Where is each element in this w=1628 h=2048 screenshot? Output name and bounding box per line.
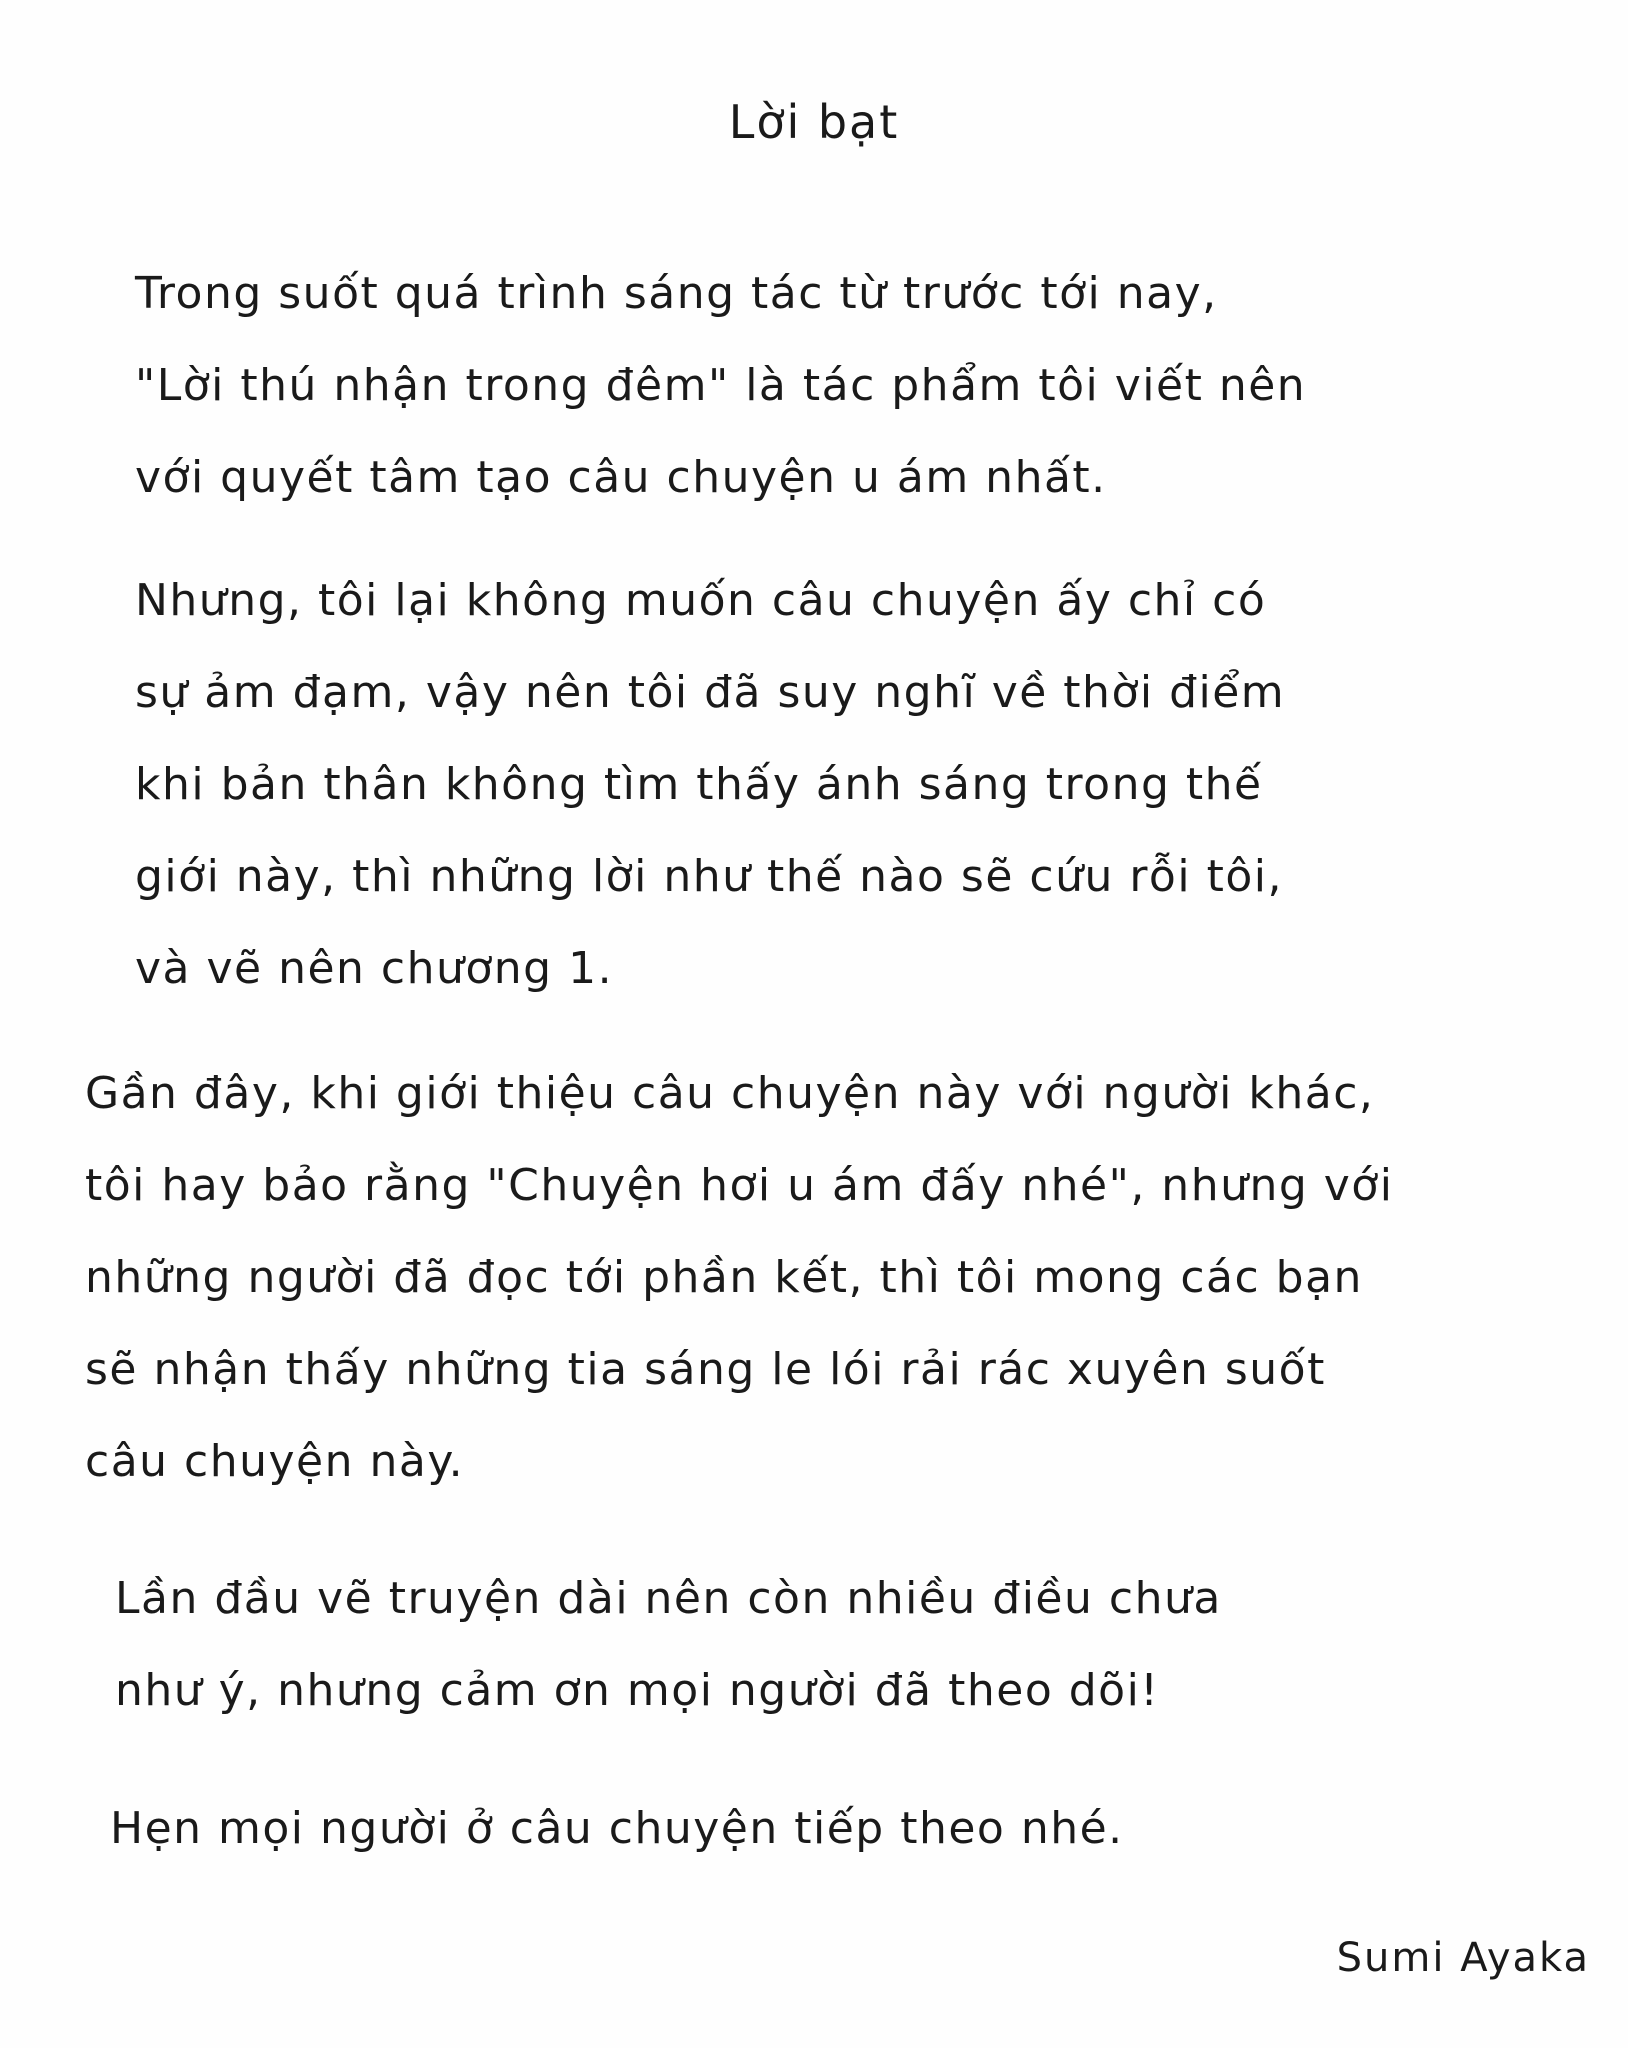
paragraph-line: Trong suốt quá trình sáng tác từ trước tới nay, xyxy=(135,268,1218,319)
author-signature: Sumi Ayaka xyxy=(1336,1935,1590,1981)
paragraph-line: sẽ nhận thấy những tia sáng le lói rải rác xuyên suốt xyxy=(85,1344,1326,1395)
paragraph-2 xyxy=(135,555,1285,1015)
paragraph-line: khi bản thân không tìm thấy ánh sáng trong thế xyxy=(135,759,1263,810)
paragraph-line: "Lời thú nhận trong đêm" là tác phẩm tôi viết nên xyxy=(135,360,1307,411)
paragraph-line: tôi hay bảo rằng "Chuyện hơi u ám đấy nhé", nhưng với xyxy=(85,1160,1394,1211)
page-title: Lời bạt xyxy=(728,95,900,149)
paragraph-line: Nhưng, tôi lại không muốn câu chuyện ấy chỉ có xyxy=(135,575,1267,626)
paragraph-line: sự ảm đạm, vậy nên tôi đã suy nghĩ về thời điểm xyxy=(135,667,1286,718)
paragraph-4 xyxy=(115,1553,1222,1737)
paragraph-line: Gần đây, khi giới thiệu câu chuyện này với người khác, xyxy=(85,1068,1375,1119)
paragraph-1 xyxy=(135,248,1306,524)
paragraph-line: Hẹn mọi người ở câu chuyện tiếp theo nhé. xyxy=(110,1803,1124,1854)
paragraph-line: những người đã đọc tới phần kết, thì tôi mong các bạn xyxy=(85,1252,1363,1303)
paragraph-line: giới này, thì những lời như thế nào sẽ cứu rỗi tôi, xyxy=(135,851,1283,902)
paragraph-3 xyxy=(85,1048,1393,1508)
paragraph-line: câu chuyện này. xyxy=(85,1436,465,1487)
paragraph-5 xyxy=(110,1783,1124,1875)
paragraph-line: như ý, nhưng cảm ơn mọi người đã theo dõi! xyxy=(115,1665,1160,1716)
paragraph-line: và vẽ nên chương 1. xyxy=(135,943,614,994)
paragraph-line: Lần đầu vẽ truyện dài nên còn nhiều điều chưa xyxy=(115,1573,1222,1624)
paragraph-line: với quyết tâm tạo câu chuyện u ám nhất. xyxy=(135,452,1107,503)
